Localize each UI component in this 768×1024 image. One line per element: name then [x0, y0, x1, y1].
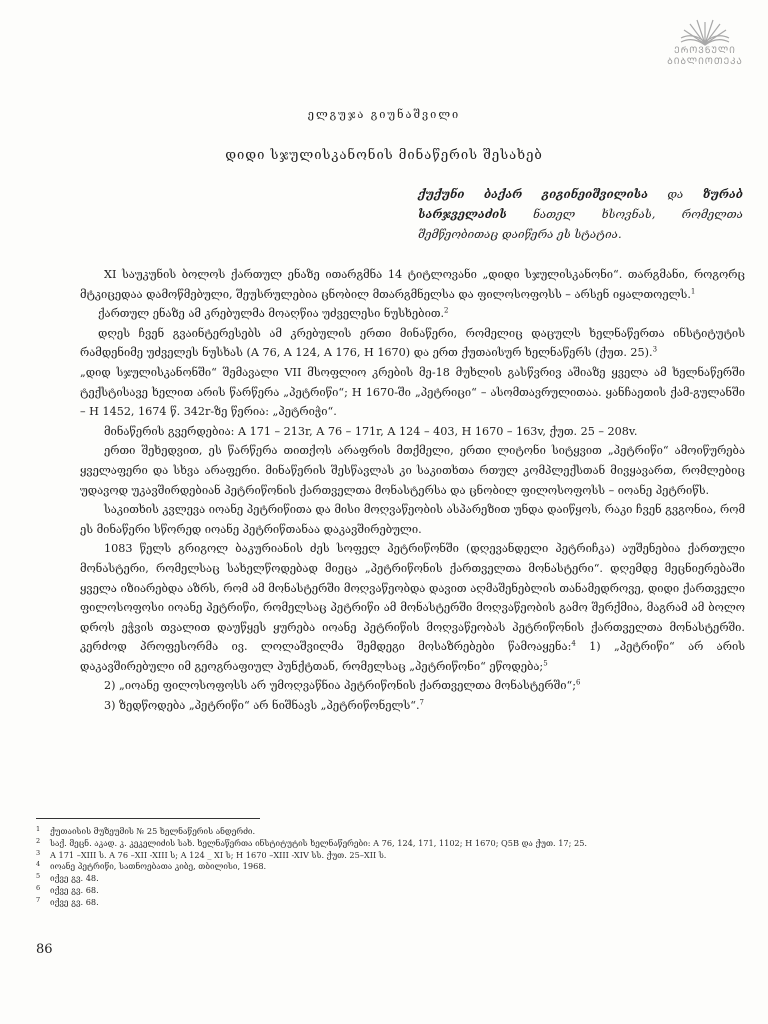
footnote-7: [36, 897, 746, 909]
paragraph-10-text: 3) ზედწოდება „პეტრიწი“ არ ნიშნავს „პეტრიწონელს“.: [104, 699, 420, 713]
footnote-ref-3: 3: [652, 345, 658, 354]
footnote-text: იქვე გვ. 68.: [50, 896, 99, 907]
article-body: [80, 265, 745, 716]
author-name: ელგუჯა გიუნაშვილი: [307, 108, 461, 121]
library-logo: [662, 14, 748, 68]
footnote-number: 1: [36, 825, 41, 833]
page-number: 86: [36, 942, 53, 957]
footnote-4: [36, 861, 746, 873]
footnote-text: იქვე გვ. 48.: [50, 873, 99, 884]
footnote-ref-5: 5: [543, 659, 548, 668]
logo-text-line2: ᲑᲘᲑᲚᲘᲝᲗᲔᲙᲐ: [667, 57, 743, 67]
footnote-ref-6: 6: [575, 678, 581, 687]
logo-text-line1: ᲔᲠᲝᲕᲜᲣᲚᲘ: [674, 46, 736, 56]
dedication-name-1: ქუქუნი ბაქარ გიგინეიშვილისა: [418, 187, 649, 201]
footnote-6: [36, 885, 746, 897]
footnote-text: ქუთაისის მუზეუმის № 25 ხელნაწერის ანდერძი.: [50, 826, 256, 836]
dedication-name-2: ზურაბ სარჯველაძის: [418, 187, 743, 221]
paragraph-6: ერთი შეხედვით, ეს წარწერა თითქოს არაფრის მთქმელი, ერთი ლიტონი სიტყვით „პეტრიწი“ ამოიწურება ყველაფერი და სხვა არაფერი. მინაწერის შესწავლას კი საკითხთა რთულ კომპლექსთან მივყავართ, რომლებიც უდავოდ უკავშირდებიან პეტრიწონის ქართველთა მონასტერსა და ცნობილ ფილოსოფოსს – იოანე პეტრიწს.: [80, 444, 745, 497]
dedication-rest: ნათელ ხსოვნას, რომელთა შემწეობითაც დაიწერა ეს სტატია.: [418, 207, 743, 241]
footnote-number: 7: [36, 895, 41, 904]
footnotes: [36, 826, 746, 909]
footnote-1: [36, 826, 746, 838]
paragraph-10: [80, 696, 745, 716]
paragraph-8: [80, 539, 745, 676]
open-book-icon: [675, 14, 735, 46]
paragraph-1-text: XI საუკუნის ბოლოს ქართულ ენაზე ითარგმნა 14 ტიტლოვანი „დიდი სჯულისკანონი“. თარგმანი, როგორც მტკიცედაა დამოწმებული, შეუსრულებია ცნობილ მთარგმნელსა და ფილოსოფოსს – არსენ იყალთოელს.: [80, 268, 745, 301]
dedication: [418, 184, 743, 244]
paragraph-9-text: 2) „იოანე ფილოსოფოსს არ უმოღვაწნია პეტრიწონის ქართველთა მონასტერში“;: [104, 679, 576, 693]
footnote-ref-1: 1: [690, 286, 696, 295]
footnote-ref-7: 7: [419, 698, 425, 707]
footnote-number: 5: [36, 872, 41, 881]
footnote-text: A 171 –XIII ს. A 76 –XII -XIII ს; A 124 _ XI ს; H 1670 –XIII -XIV სს. ქუთ. 25–XII ს.: [50, 849, 387, 860]
dedication-and: და: [648, 187, 703, 201]
paragraph-8-text: 1083 წელს გრიგოლ ბაკურიანის ძეს სოფელ პეტრიწონში (დღევანდელი პეტრიჩკა) აუშენებია ქართული მონასტერი, რომელსაც სახელწოდებად მიეცა „პეტრიწონის ქართველთა მონასტერი“. დღემდე მეცნიერებაში ყველა იზიარებდა აზრს, რომ ამ მონასტერში მოღვაწეობდა დავით აღმაშენებლის თანამედროვე, დიდი ქართველი ფილოსოფოსი იოანე პეტრიწი, რომელსაც პეტრიწი ამ მონასტერში მოღვაწეობის გამო შერქმია, მაგრამ ამ ბოლო დროს ეჭვის თვალით დაუწყეს ყურება იოანე პეტრიწის მოღვაწეობას პეტრიწონის ქართველთა მონასტერში. კერძოდ პროფესორმა ივ. ლოლაშვილმა შემდეგი მოსაზრებები წამოაყენა:: [80, 542, 745, 654]
footnote-text: იოანე პეტრიწი, სათნოებათა კიბე, თბილისი, 1968.: [50, 861, 267, 872]
footnote-number: 6: [36, 883, 41, 892]
footnote-2: [36, 838, 746, 850]
footnote-number: 3: [36, 848, 41, 857]
footnote-number: 4: [36, 860, 41, 869]
article-title: დიდი სჯულისკანონის მინაწერის შესახებ: [225, 148, 543, 163]
paragraph-5: მინაწერის გვერდებია: A 171 – 213r, A 76 – 171r, A 124 – 403, H 1670 – 163v, ქუთ. 25 – 208v.: [104, 424, 638, 438]
paragraph-1: [80, 265, 745, 304]
footnote-text: საქ. მეცნ. აკად. კ. კეკელიძის სახ. ხელნაწერთა ინსტიტუტის ხელნაწერები: A 76, 124, 171, 1102; H 1670; Q5B და ქუთ. 17; 25.: [50, 837, 588, 848]
paragraph-7: საკითხის კვლევა იოანე პეტრიწითა და მისი მოღვაწეობის ასპარეზით უნდა დაიწყოს, რაკი ჩვენ გვგონია, რომ ეს მინაწერი სწორედ იოანე პეტრიწთანაა დაკავშირებული.: [80, 503, 745, 536]
footnote-separator: [36, 818, 260, 819]
footnote-3: [36, 850, 746, 862]
footnote-5: [36, 873, 746, 885]
paragraph-3: [80, 324, 745, 363]
paragraph-4: „დიდ სჯულისკანონში“ შემავალი VII მსოფლიო კრების მე-18 მუხლის გასწვრივ აშიაზე ყველა ამ ხელნაწერში ტექსტისავე ხელით არის წარწერა „პეტრიწი“; H 1670-ში „პეტრიცი“ – ასომთავრულითაა. ყანჩაეთის ქამ-გულანში – H 1452, 1674 წ. 342r-ზე წერია: „პეტრიჭი“.: [80, 365, 745, 419]
paragraph-2-text: ქართულ ენაზე ამ კრებულმა მოაღწია უძველესი ნუსხებით.: [98, 307, 445, 321]
paragraph-3-text: დღეს ჩვენ გვაინტერესებს ამ კრებულის ერთი მინაწერი, რომელიც დაცულს ხელნაწერთა ინსტიტუტის რამდენიმე უძველეს ნუსხას (A 76, A 124, A 176, H 1670) და ერთ ქუთაისურ ხელნაწერს (ქუთ. 25).: [80, 326, 745, 360]
footnote-text: იქვე გვ. 68.: [50, 884, 99, 895]
footnote-ref-4: 4: [571, 639, 576, 648]
footnote-ref-2: 2: [444, 306, 449, 315]
paragraph-8-tail: 1) „პეტრიწი“ არ არის დაკავშირებული იმ გეოგრაფიულ პუნქტთან, რომელსაც „პეტრიწონი“ ეწოდება;: [80, 640, 745, 673]
paragraph-9: [80, 676, 745, 696]
paragraph-2: [80, 304, 745, 324]
footnote-number: 2: [36, 836, 41, 845]
